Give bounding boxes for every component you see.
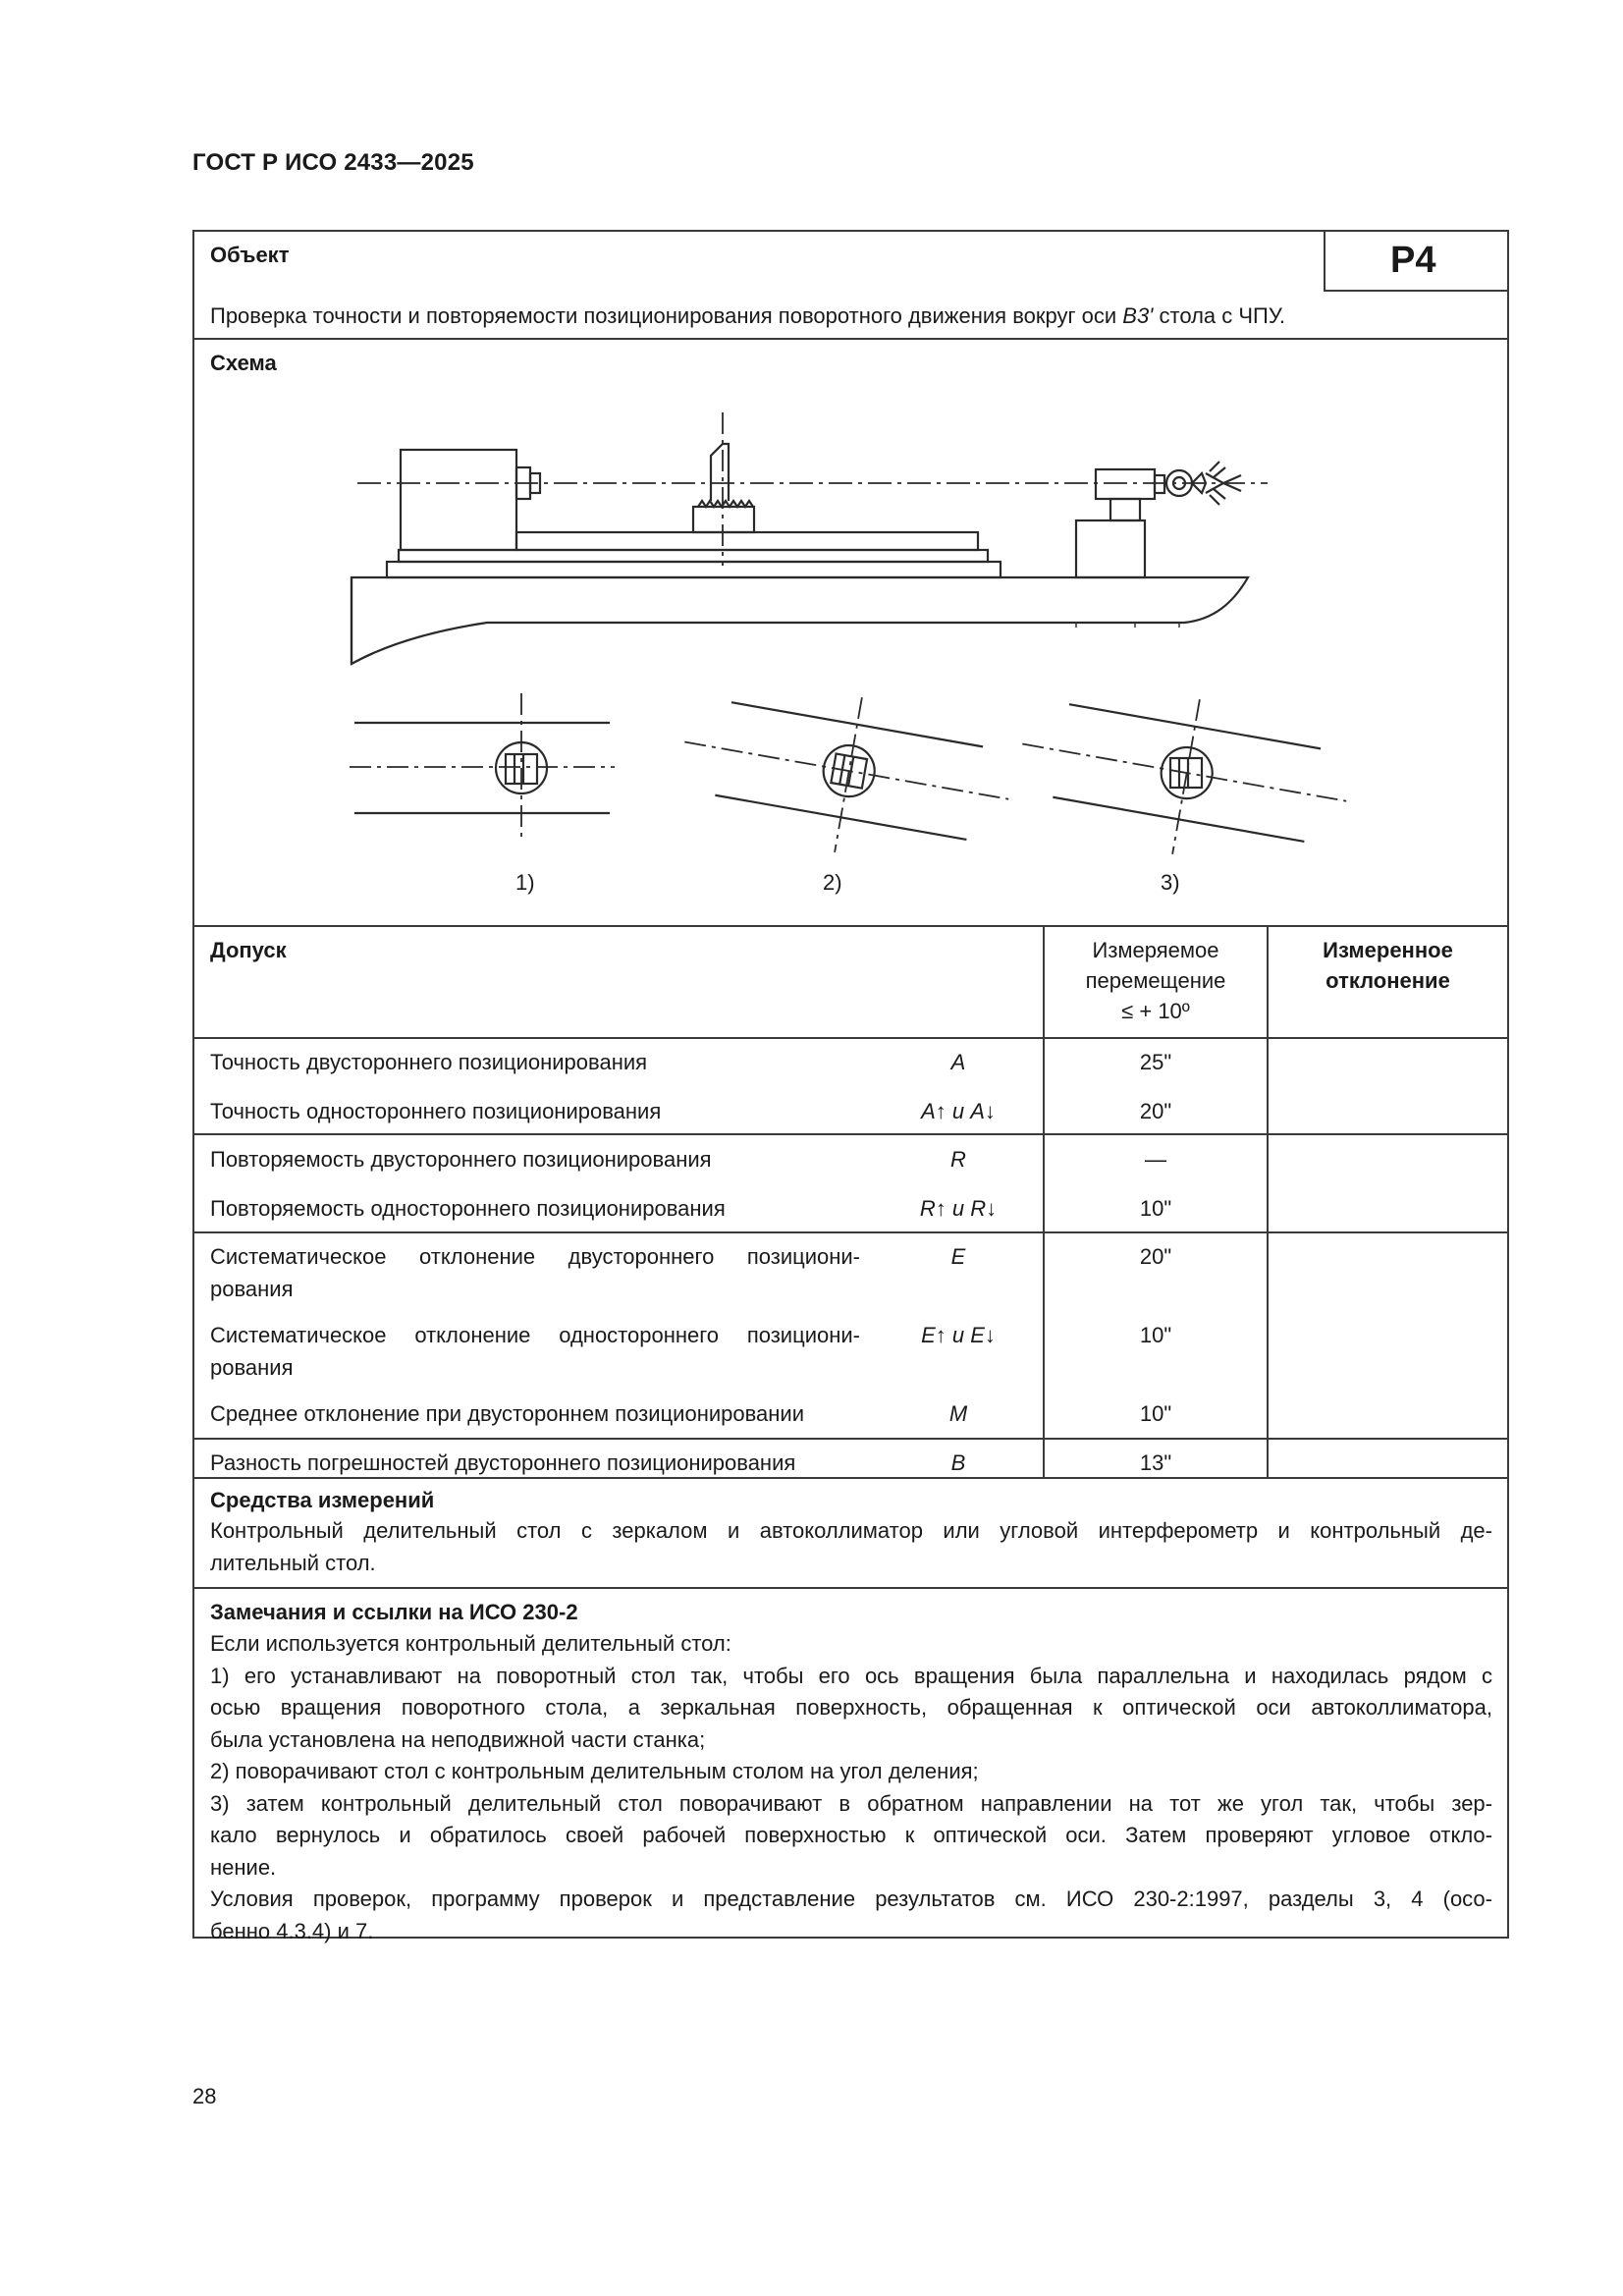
divider-notes (192, 1587, 1507, 1589)
code-cell-border-left (1324, 230, 1325, 291)
col-divider-deviation (1267, 925, 1269, 1477)
tolerance-row-value: 13" (1139, 1450, 1172, 1475)
position-3-label: 3) (1161, 870, 1180, 895)
object-label: Объект (210, 243, 290, 267)
scheme-label: Схема (210, 351, 277, 375)
tolerance-row-value: 10" (1139, 1401, 1172, 1426)
tolerance-row-symbol: M (948, 1401, 968, 1426)
test-code: P4 (1390, 240, 1436, 281)
instruments-label: Средства измерений (210, 1488, 435, 1512)
tolerance-row-value: — (1145, 1147, 1166, 1172)
tolerance-row-symbol: E (950, 1244, 966, 1269)
divider-group-repeatability (192, 1133, 1507, 1135)
tolerance-row-value: 20" (1139, 1099, 1172, 1123)
tolerance-row-text: Повторяемость двустороннего позиционирования (210, 1147, 712, 1172)
scheme-diagram (192, 340, 1507, 925)
document-header: ГОСТ Р ИСО 2433—2025 (192, 149, 474, 176)
tolerance-row-symbol: R (950, 1147, 966, 1172)
tolerance-row-text: Среднее отклонение при двустороннем позиционировании (210, 1401, 804, 1426)
tolerance-label: Допуск (210, 938, 287, 962)
divider-tolerance (192, 925, 1507, 927)
instruments-text: Контрольный делительный стол с зеркалом и автоколлиматор или угловой интерферометр и контрольный де- лительный стол. (210, 1518, 1492, 1575)
tolerance-row-symbol: E↑ и E↓ (921, 1323, 996, 1347)
tolerance-row-symbol: A↑ и A↓ (921, 1099, 996, 1123)
machine-side-view (352, 412, 1268, 664)
tolerance-row-value: 10" (1139, 1323, 1172, 1347)
test-sheet-table (192, 230, 1507, 1943)
position-1-view (350, 693, 615, 843)
position-2-label: 2) (823, 870, 842, 895)
tolerance-row-text: Разность погрешностей двустороннего позиционирования (210, 1450, 796, 1475)
divider-group-systematic (192, 1231, 1507, 1233)
notes-label: Замечания и ссылки на ИСО 230-2 (210, 1600, 578, 1624)
measured-deviation-header: Измеренное отклонение (1323, 938, 1453, 993)
measured-travel-header: Измеряемое перемещение ≤ + 10º (1085, 938, 1226, 1023)
page-number: 28 (192, 2084, 217, 2108)
position-1-label: 1) (515, 870, 535, 895)
divider-instruments (192, 1477, 1507, 1479)
table-border-right (1507, 230, 1509, 1939)
tolerance-row-value: 10" (1139, 1196, 1172, 1221)
position-2-view (671, 669, 1022, 881)
tolerance-row-value: 25" (1139, 1050, 1172, 1074)
tolerance-row-symbol: A (950, 1050, 966, 1074)
tolerance-row-text: Повторяемость одностороннего позиционирования (210, 1196, 726, 1221)
tolerance-row-text: Точность одностороннего позиционирования (210, 1099, 662, 1123)
divider-tolerance-header (192, 1037, 1507, 1039)
tolerance-row-text: Точность двустороннего позиционирования (210, 1050, 648, 1074)
divider-group-reversal (192, 1438, 1507, 1440)
table-border-top (192, 230, 1507, 232)
object-description: Проверка точности и повторяемости позиционирования поворотного движения вокруг оси B3' стола с ЧПУ. (210, 303, 1286, 328)
code-cell-border-bottom (1324, 290, 1508, 292)
notes-text: Если используется контрольный делительный стол: 1) его устанавливают на поворотный стол так, чтобы его ось вращения была параллельна и находилась рядом с осью вращения поворотного стола, а зеркальная поверхность, обращенная к оптической оси автоколлиматора, была установлена на неподвижной части станка; 2) поворачивают стол с контрольным делительным столом на угол деления; 3) затем контрольный делительный стол поворачивают в обратном направлении на тот же угол так, чтобы зер- кало вернулось и обратилось своей рабочей поверхностью к оптической оси. Затем проверяют угловое откло- нение. Условия проверок, программу проверок и представление результатов см. ИСО 230-2:1997, разделы 3, 4 (осо- бенно 4.3.4) и 7. (210, 1631, 1492, 1943)
tolerance-row-text: Систематическое отклонение одностороннего позициони- рования (210, 1323, 860, 1380)
tolerance-row-symbol: R↑ и R↓ (919, 1196, 998, 1221)
tolerance-row-symbol: B (950, 1450, 966, 1475)
position-3-view (1008, 671, 1360, 883)
tolerance-row-value: 20" (1139, 1244, 1172, 1269)
tolerance-row-text: Систематическое отклонение двустороннего позициони- рования (210, 1244, 860, 1301)
